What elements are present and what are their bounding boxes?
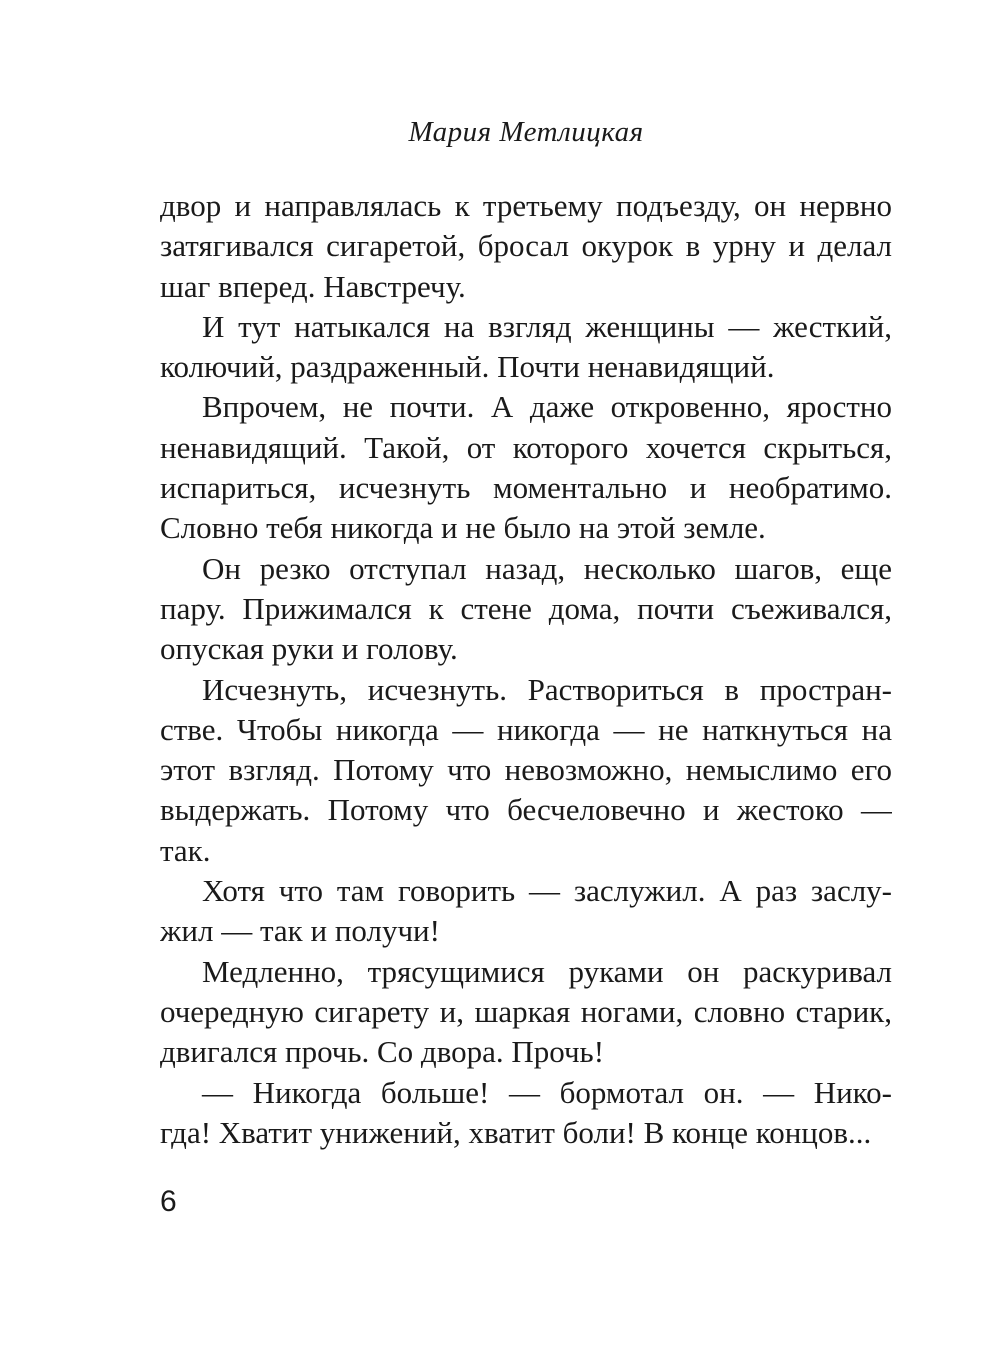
text-line: затягивался сигаретой, бросал окурок в урну и делал — [160, 228, 892, 264]
text-line: этот взгляд. Потому что невозможно, немыслимо его — [160, 752, 892, 788]
text-line: ненавидящий. Такой, от которого хочется скрыться, — [160, 429, 892, 465]
page-number: 6 — [160, 1185, 177, 1218]
text-line: очередную сигарету и, шаркая ногами, словно старик, — [160, 993, 892, 1029]
paragraph — [160, 952, 892, 1073]
text-line: Хотя что там говорить — заслужил. А раз заслу- — [202, 873, 892, 909]
text-line: гда! Хватит унижений, хватит боли! В конце концов... — [160, 1114, 872, 1150]
text-line: И тут натыкался на взгляд женщины — жесткий, — [202, 308, 892, 344]
text-line: жил — так и получи! — [160, 913, 440, 949]
paragraph — [160, 387, 892, 548]
text-line: шаг вперед. Навстречу. — [160, 268, 466, 304]
text-line: Исчезнуть, исчезнуть. Раствориться в простран- — [202, 671, 892, 707]
text-line: — Никогда больше! — бормотал он. — Нико- — [202, 1074, 892, 1110]
text-line: двигался прочь. Со двора. Прочь! — [160, 1034, 605, 1070]
text-line: Он резко отступал назад, несколько шагов, еще — [202, 550, 892, 586]
paragraph — [160, 186, 892, 307]
text-line: опуская руки и голову. — [160, 631, 458, 667]
paragraph — [160, 871, 892, 952]
text-line: так. — [160, 832, 211, 868]
paragraph — [160, 1073, 892, 1154]
paragraph — [160, 307, 892, 388]
text-line: двор и направлялась к третьему подъезду, он нервно — [160, 188, 892, 223]
text-line: Словно тебя никогда и не было на этой земле. — [160, 510, 766, 546]
text-line: пару. Прижимался к стене дома, почти съеживался, — [160, 590, 892, 626]
text-line: Медленно, трясущимися руками он раскуривал — [202, 953, 892, 989]
text-line: Впрочем, не почти. А даже откровенно, яростно — [202, 389, 892, 425]
text-line: колючий, раздраженный. Почти ненавидящий. — [160, 349, 775, 385]
paragraph — [160, 670, 892, 871]
body-text — [160, 186, 892, 1153]
paragraph — [160, 549, 892, 670]
text-line: испариться, исчезнуть моментально и необратимо. — [160, 470, 892, 506]
running-head-author: Мария Метлицкая — [408, 116, 644, 148]
text-line: выдержать. Потому что бесчеловечно и жестоко — — [160, 792, 892, 828]
text-line: стве. Чтобы никогда — никогда — не наткнуться на — [160, 711, 892, 747]
